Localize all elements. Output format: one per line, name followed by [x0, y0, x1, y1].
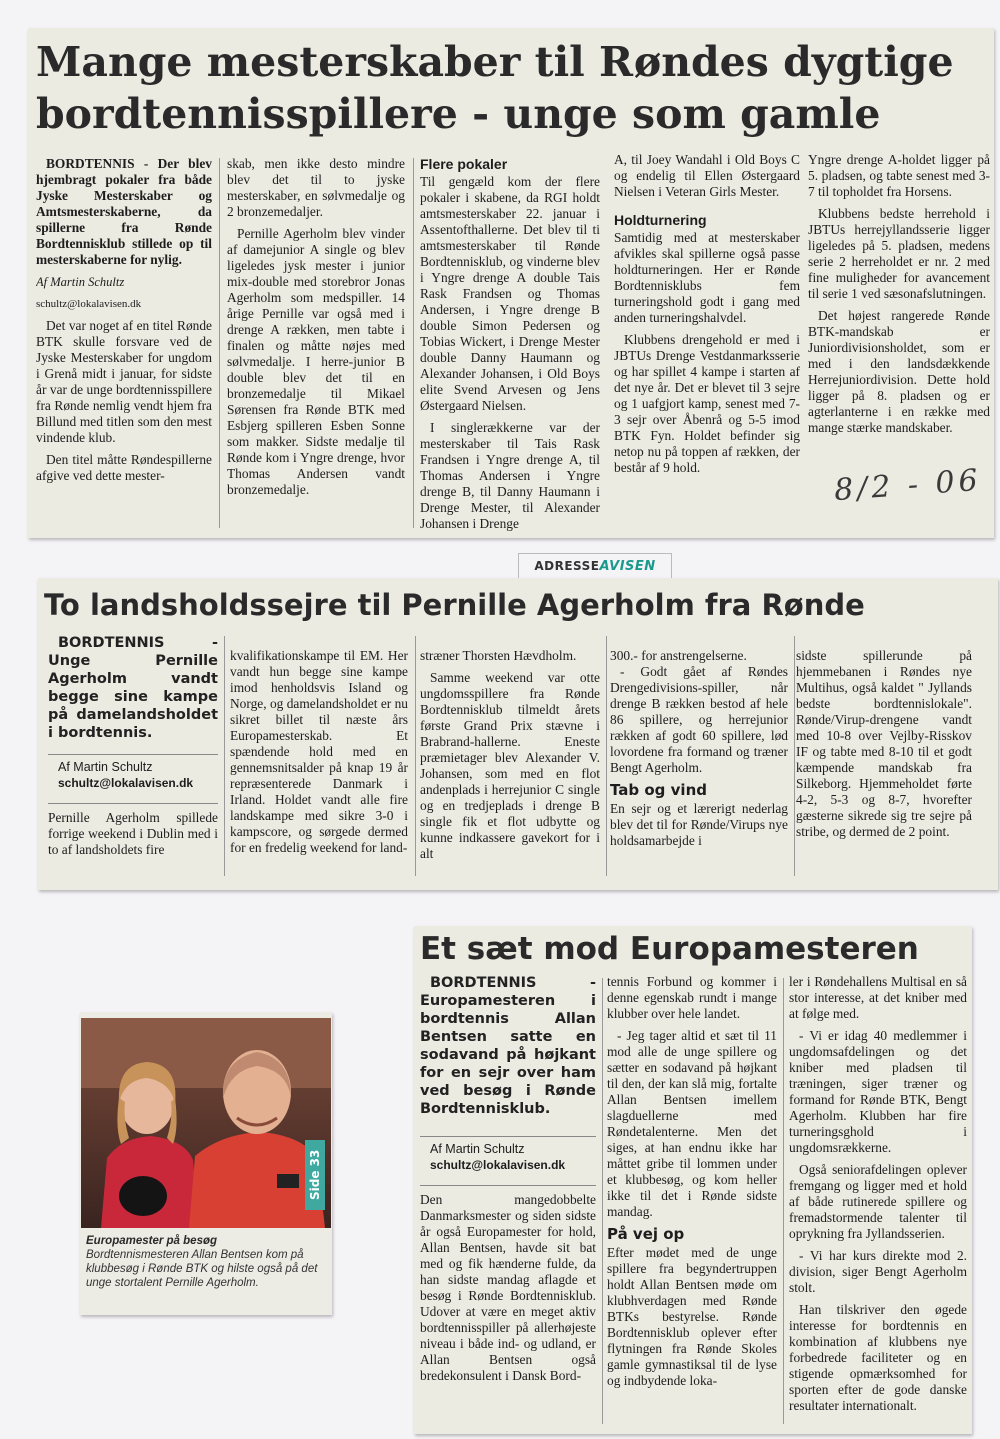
- paragraph: Efter mødet med de unge spillere fra begyndertruppen holdt Allan Bentsen møde om klubhverdagen med Rønde BTKs bestyrelse. Rønde Bordtennisklub oplever efter flytningen fra Rønde Skoles gamle gymnastiksal til de lyse og indbydende loka-: [607, 1245, 777, 1388]
- paragraph: Samme weekend var otte ungdomsspillere fra Rønde Bordtennisklub tilmeldt årets første Grand Prix stævne i Brabrand-hallerne. Eneste præmietager blev Alexander V. Johansen, som med en flot andenplads i herrejunior C single og en tredjeplads i drenge B single fik et flot udbytte og kunne indkassere gavekort for i alt: [420, 670, 600, 861]
- caption-title: Europamester på besøg: [86, 1235, 218, 1247]
- logo-part-1: ADRESSE: [534, 559, 600, 573]
- paragraph: Det var noget af en titel Rønde BTK skulle forsvare ved de Jyske Mesterskaber for ungdom i Grenå midt i januar, for sidste år var de unge bordtennisspillere fra Rønde nemlig vendt hjem fra Billund med titlen som den mest vindende klub.: [36, 318, 212, 445]
- photo-image: [81, 1018, 331, 1228]
- paragraph: Det højest rangerede Rønde BTK-mandskab er Juniordivisionsholdet, som er med i den landsdækkende Herrejuniordivision. Dette hold ligger på 8. pladsen og er agterlanterne i en række med mange stærke mandskaber.: [808, 308, 990, 435]
- byline-name: Af Martin Schultz: [36, 275, 125, 289]
- paragraph: Pernille Agerholm spillede forrige weekend i Dublin med i to af landsholdets fire: [48, 803, 218, 858]
- paragraph: Den titel måtte Røndespillerne afgive ved dette mester-: [36, 452, 212, 483]
- byline-email: schultz@lokalavisen.dk: [430, 1158, 566, 1172]
- paragraph: tennis Forbund og kommer i denne egenskab rundt i mange klubber over hele landet.: [607, 974, 777, 1021]
- article-column-2: [230, 648, 408, 884]
- paragraph: Den mangedobbelte Danmarksmester og siden sidste år også Europamester for hold, Allan Bentsen, havde sit bat med og fik hænderne fulde, da han sidste mandag aflagde et besøg i Rønde Bordtennisklub. Udover at være en meget aktiv bordtennisspiller på allerhøjeste niveau i både ind- og udland, er Allan Bentsen også bredekonsulent i Dansk Bord-: [420, 1185, 596, 1384]
- article-lead: BORDTENNIS - Europamesteren i bordtennis Allan Bentsen satte en sodavand på højkant for en sejr over ham ved besøg i Rønde Bordtennisklub.: [420, 975, 596, 1117]
- photo-caption: [86, 1234, 326, 1290]
- byline-email: schultz@lokalavisen.dk: [36, 298, 142, 310]
- handwritten-date: 8/2 - 06: [832, 462, 983, 509]
- paragraph: - Godt gået af Røndes Drengedivisions-spiller, når drenge B rækken bestod af hele 86 spillere, og herrejunior rækken af godt 60 spillere, lød lovordene fra formand og træner Bengt Agerholm.: [610, 664, 788, 775]
- article-column-1: [420, 974, 596, 1432]
- paragraph: ler i Røndehallens Multisal en så stor interesse, at det kniber med at følge med.: [789, 974, 967, 1021]
- newspaper-logo: [518, 553, 672, 579]
- article-column-3: [789, 974, 967, 1432]
- article-column-5: [796, 648, 972, 884]
- paragraph: sidste spillerunde på hjemmebanen i Røndes nye Multihus, også kaldet " Jyllands bedste bordtennislokale". Rønde/Virup-drengene vandt med 10-8 over Vejlby-Risskov IF og tabte med 8-10 til et godt kæmpende mandskab fra Silkeborg. Hjemmeholdet førte 4-2, 5-3 og 8-7, hvorefter gæsterne sikrede sig tre sejre på stribe, og dermed de 2 point.: [796, 648, 972, 839]
- people-photo-icon: [81, 1018, 331, 1228]
- article-column-5: [808, 152, 990, 472]
- byline: [420, 1136, 596, 1173]
- paragraph: Pernille Agerholm blev vinder af damejunior A single og blev ligeledes jysk mester i junior mix-double med storebror Jonas Agerholm som medspiller. 14 årige Pernille var også med i drenge A rækken, men tabte i finalen og måtte nøjes med sølvmedalje. I herre-junior B double blev det til en bronzemedalje til Mikael Sørensen fra Rønde BTK med Esbjerg spilleren Esben Sonne som makker. Sidste medalje til Rønde kom i Yngre drenge, hvor Thomas Andersen vandt bronzemedalje.: [227, 226, 405, 497]
- paragraph: Samtidig med at mesterskaber afvikles skal spillerne også passe holdturneringen. Her er Rønde Bordtennisklubs fem turneringshold godt i gang med anden turneringshalvdel.: [614, 230, 800, 325]
- page-number-tag: Side 33: [305, 1140, 325, 1210]
- article-europamesteren: [414, 926, 972, 1434]
- paragraph: kvalifikationskampe til EM. Her vandt hun begge sine kampe imod henholdsvis Island og Norge, og damelandsholdet er nu sikret billet til næste års Europamesterskab. Et spændende hold med en gennemsnitsalder på knap 19 år repræsenterede Danmark i Irland. Holdet vandt alle fire landskampe med sikre 3-0 i kampscore, og sørgede dermed for en fredelig weekend for land-: [230, 648, 408, 855]
- article-column-4: [610, 648, 788, 884]
- byline: [48, 754, 218, 791]
- article-column-1: [36, 156, 212, 536]
- byline-name: Af Martin Schultz: [58, 760, 153, 774]
- article-column-4: [614, 152, 800, 536]
- article-headline: Mange mesterskaber til Røndes dygtige bordtennisspillere - unge som gamle: [36, 38, 954, 138]
- paragraph: Yngre drenge A-holdet ligger på 5. pladsen, og tabte senest med 3-7 til topholdet fra Horsens.: [808, 152, 990, 199]
- article-mesterskaber: [28, 28, 994, 538]
- logo-part-2: AVISEN: [599, 558, 656, 574]
- photo-clipping: [80, 1012, 332, 1315]
- paragraph: skab, men ikke desto mindre blev det til to jyske mesterskaber, en sølvmedalje og 2 bronzemedaljer.: [227, 156, 405, 219]
- paragraph: - Vi er idag 40 medlemmer i ungdomsafdelingen og det kniber med pladsen til træningen, siger træner og formand for Rønde BTK, Bengt Agerholm. Klubben har fire turneringsghold i ungdomsrækkerne.: [789, 1028, 967, 1155]
- article-column-3: [420, 152, 600, 536]
- subheading: Flere pokaler: [420, 156, 508, 172]
- byline-email: schultz@lokalavisen.dk: [58, 776, 194, 790]
- byline-name: Af Martin Schultz: [430, 1142, 525, 1156]
- article-column-2: [607, 974, 777, 1432]
- paragraph: Han tilskriver den øgede interesse for bordtennis en kombination af klubbens nye forbedrede faciliteter og en stigende opmærksomhed for sporten efter de gode danske resultater internationalt.: [789, 1302, 967, 1413]
- article-column-2: [227, 156, 405, 536]
- article-landsholdssejre: [38, 578, 998, 890]
- subheading: Holdturnering: [614, 212, 707, 228]
- article-lead: BORDTENNIS - Unge Pernille Agerholm vandt begge sine kampe på damelandsholdet i bordtennis.: [48, 635, 218, 741]
- article-column-1: [48, 634, 218, 884]
- article-headline: To landsholdssejre til Pernille Agerholm fra Rønde: [44, 588, 865, 622]
- paragraph: stræner Thorsten Hævdholm.: [420, 648, 577, 663]
- subheading: Tab og vind: [610, 781, 707, 799]
- paragraph: - Jeg tager altid et sæt til 11 mod alle de unge spillere og sætter en sodavand på højkant til den, der kan slå mig, fortalte Allan Bentsen imellem slagduellerne med Røndetalenterne. Men det siges, at han endnu ikke har måttet gribe til lommen under et klubbesøg, og kom heller ikke til det i Rønde sidste mandag.: [607, 1028, 777, 1219]
- caption-text: Bordtennismesteren Allan Bentsen kom på klubbesøg i Rønde BTK og hilste også på det unge stortalent Pernille Agerholm.: [86, 1249, 318, 1289]
- article-headline: Et sæt mod Europamesteren: [420, 931, 919, 967]
- paragraph: Klubbens bedste herrehold i JBTUs herrejyllandsserie ligger ligeledes på 5. pladsen, medens serie 2 herreholdet er nr. 2 med fine muligheder for avancement til serie 1 ved sæsonafslutningen.: [808, 206, 990, 301]
- paragraph: I singlerækkerne var der mesterskaber til Tais Rask Frandsen i Yngre drenge A, til Thomas Andersen i Yngre drenge B, til Danny Haumann i Drenge Mester, til Alexander Johansen i Drenge: [420, 420, 600, 531]
- paragraph: En sejr og et lærerigt nederlag blev det til for Rønde/Virups nye holdsamarbejde i: [610, 801, 788, 848]
- paragraph: Også seniorafdelingen oplever fremgang og ligger med et hold af både rutinerede spillere og fremadstormende talenter til oprykning fra Jyllandsserien.: [789, 1162, 967, 1241]
- article-lead: BORDTENNIS - Der blev hjembragt pokaler fra både Jyske Mesterskaber og Amtsmesterskaberne, da spillerne fra Rønde Bordtennisklub stillede op til mesterskaberne for nylig.: [36, 156, 212, 267]
- subheading: På vej op: [607, 1225, 685, 1243]
- paragraph: A, til Joey Wandahl i Old Boys C og endelig til Ellen Østergaard Nielsen i Veteran Girls Mester.: [614, 152, 800, 199]
- article-column-3: [420, 648, 600, 884]
- paragraph: - Vi har kurs direkte mod 2. division, siger Bengt Agerholm stolt.: [789, 1248, 967, 1295]
- paragraph: Til gengæld kom der flere pokaler i skabene, da RGI holdt amtsmesterskaber 22. januar i Assentofthallerne. Det blev til ti amtsmesterskaber til Rønde Bordtennisklub, og vinderne blev i Yngre drenge A double Tais Rask Frandsen og Thomas Andersen, i Yngre drenge B double Simon Pedersen og Tobias Wickert, i Drenge Mester double Danny Haumann og Alexander Johansen, i Old Boys elite Svend Arvesen og Jens Østergaard Nielsen.: [420, 174, 600, 413]
- paragraph: Klubbens drengehold er med i JBTUs Drenge Vestdanmarksserie og har spillet 4 kampe i starten af det nye år. Det er blevet til 3 sejre og 1 uafgjort kamp, senest med 7-3 sejr over Åbenrå og 5-5 imod BTK Fyn. Holdet befinder sig netop nu på toppen af rækken, der består af 9 hold.: [614, 332, 800, 475]
- paragraph: 300.- for anstrengelserne.: [610, 648, 747, 663]
